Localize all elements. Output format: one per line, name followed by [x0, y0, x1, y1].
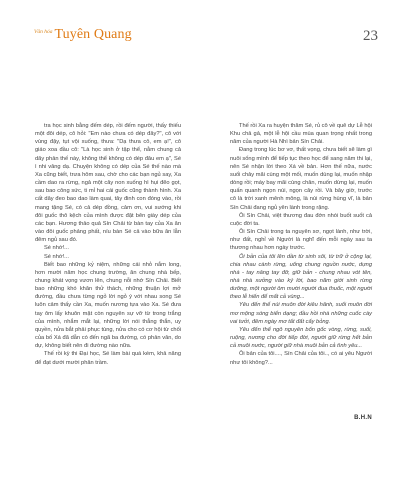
author-signature: B.H.N: [354, 415, 372, 421]
paragraph: Thế rồi kỳ thi Đại học, Sé làm bài quá kém, khả năng để đạt dưới mười phân trầm.: [35, 351, 181, 366]
paragraph: Sé nhớ!...: [44, 253, 69, 260]
italic-paragraph: Yêu đến thể núi muôn đời kiêu hãnh, suối muôn đời mơ mộng sóng biển dạng; đầu hồi nhà những cuốc cày vai tưởi, đêm ngày mơ tất đất cấy bỏng.: [230, 302, 372, 325]
paragraph: Ôi Sín Chải, việt thương đau đớn nhói buốt suốt cả cuộc đời ta.: [230, 212, 372, 227]
paragraph: Ôi bản của tôi...., Sín Chải của tôi.., có ai yêu Người như tôi không?...: [230, 351, 372, 366]
masthead-small: Văn hóa: [34, 28, 53, 35]
paragraph: Sé nhớ!...: [44, 245, 69, 252]
masthead: [34, 28, 132, 42]
paragraph: Biết bao những kỷ niệm, những cái nhỏ nắm long, hơn mười năm học chung trường, ăn chung nhà bếp, chung khát vọng vươn lên, chung nỗi nhớ Sín Chải. Biết bao những khó khăn thử thách, những thuận lợi mở đường, đầu chưa từng ngỏ lời ngỏ ý với nhau song Sé luôn cảm thấy cần Xa, muốn nương tựa vào Xa. Sé đưa tay ôm lấy khuôn mặt còn nguyên sự vỡ từ trong trắng của mình, nhắm mắt lại, những lời nói thẳng thắn, uy quyền, nửa bắt phải phục tùng, nửa cho có cơ hội từ chối của bố Xá đã dẫn có đến ngã ba đường, có phản vân, do dự, không biết nên đi đường nào nữa.: [35, 261, 181, 350]
masthead-title: Tuyên Quang: [54, 27, 132, 42]
page-number: 23: [363, 28, 378, 44]
paragraph: Thế rồi Xa ra huyện thăm Sé, rủ cô về quê dự Lễ hội Khu chả gả, một lễ hội cầu mùa quan trọng nhất trong năm của người Hà Nhì bản Sín Chải.: [230, 123, 372, 146]
left-column: [35, 122, 181, 367]
right-column: [230, 122, 372, 367]
italic-paragraph: Ôi bản của tôi lên dần từ sinh sôi, từ trữ ở cộng lại, chia nhau cành rừng, uống chung nguồn nước, dựng nhà - tay nâng tay đỡ, giữ bản - chung nhau vót tên, nhà nhà xưởng vào ký lời, bao năm giới sinh rừng dưỡng, một người ôm mười người đua thuốc, một người theo lễ hiến để mất cả vùng...: [230, 253, 372, 301]
paragraph: tra học sinh bằng đếm dép, rồi đếm người, thấy thiếu một đôi dép, cô hỏi: "Em nào chưa có dép đây?", cô với vùng đậy, tụt vội xuống, thưa: "Dạ thưa cô, em ạ!", cô giáo xoa đầu cô: "Là học sinh ở tập thể, nằm chung cả dãy phản thế này, không thể không có dép đâu em ạ", Sé ì nhi vâng dạ. Chuyện không có dép của Sé thế nào mà Xa cũng biết, trưa hôm sau, chờ cho các bạn ngủ say, Xa cầm dao ra rừng, ngả một cây non xuống hì hụi đẽo gọt, sau bao công sức, ti mỉ hai cái guốc cũng thành hình. Xa cất dây đeo bao dao làm quai, tây đinh con đóng vào, rồi mang tặng Sé, có cả dép đồng, cảm ơn, vui sướng khi đôi guốc thô kệch của mình được đặt bên giày dép của các bạn. Hương thảo quả Sín Chải từ bàn tay của Xa ăn vào đôi guốc phảng phất, níu bàn Sé cả vào bữa ăn lẫn đêm ngủ sau đó.: [35, 123, 181, 244]
italic-paragraph: Yêu đến thể ngô nguyên bốn gốc vòng, rừng, suối, ruộng, nương cho đời tiếp đời, người giữ rừng hết bản cả muôi nước, người giữ nhà muôi bản cả tình yêu...: [230, 326, 372, 350]
paragraph: Đang trong lúc bơ vơ, thất vọng, chưa biết sẽ làm gì nuôi sống mình để tiếp tục theo học để sang năm thi lại, nên Sé nhận lời theo Xá về bản. Hơn thế nữa, nước suối chảy mãi cùng một mối, muốn dùng lại, muốn nhập dòng rồi; máy bay mãi cùng chân, muốn dừng lại, muốn quấn quanh ngọn núi, ngọn cây rồi. Và bây giờ, trước cô là trời xanh mênh mông, là núi rừng hùng vĩ, là bản Sín Chải đang ngủ yên lành trong rặng.: [230, 147, 372, 211]
paragraph: Ôi Sín Chải trong ta nguyên sơ, ngọt lành, như trời, như đất, nghỉ về Người là nghĩ đến mỗi ngày sau ta thương nhau hơn ngày trước.: [230, 229, 372, 252]
